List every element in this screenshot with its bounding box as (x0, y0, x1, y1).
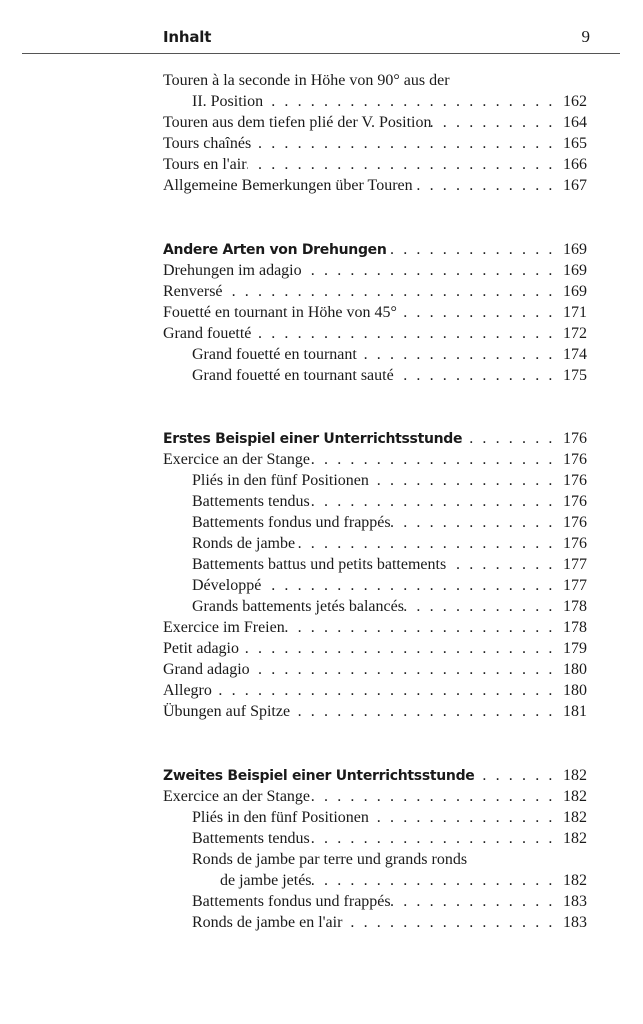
dot-leader (391, 891, 559, 912)
dot-leader (290, 701, 559, 722)
toc-entry-page: 167 (563, 177, 587, 194)
toc-entry (163, 175, 587, 196)
dot-leader (263, 91, 559, 112)
toc-entry (163, 154, 587, 175)
toc-entry (163, 659, 587, 680)
toc-entry-page: 178 (563, 598, 587, 615)
dot-leader (302, 260, 559, 281)
toc-entry-page: 182 (563, 767, 587, 784)
toc-entry-title: Petit adagio (163, 640, 239, 657)
toc-entry-title: Battements battus und petits battements (192, 556, 447, 573)
toc-entry-title: Pliés in den fünf Positionen (192, 809, 369, 826)
toc-entry (220, 870, 587, 891)
dot-leader (413, 175, 559, 196)
toc-entry-title: Ronds de jambe en l'air (192, 914, 343, 931)
toc-entry-title: Grands battements jetés balancés (192, 598, 404, 615)
toc-entry-page: 162 (563, 93, 587, 110)
toc-entry (192, 470, 587, 491)
toc-entry-title: Renversé (163, 283, 223, 300)
toc-entry-title: Exercice im Freien (163, 619, 285, 636)
toc-entry (192, 596, 587, 617)
dot-leader (250, 659, 559, 680)
toc-entry (192, 912, 587, 933)
toc-entry-title: Touren à la seconde in Höhe von 90° aus der (163, 72, 450, 89)
toc-entry (163, 449, 587, 470)
toc-entry-title: Ronds de jambe par terre und grands ronds (192, 851, 468, 868)
toc-entry-title: Allegro (163, 682, 212, 699)
toc-entry (192, 891, 587, 912)
toc-entry-title: Grand fouetté en tournant sauté (192, 367, 394, 384)
dot-leader (462, 428, 559, 449)
toc-entry-title: Allgemeine Bemerkungen über Touren (163, 177, 413, 194)
toc-entry (192, 512, 587, 533)
toc-entry-title: Übungen auf Spitze (163, 703, 291, 720)
toc-entry (192, 828, 587, 849)
toc-entry (192, 344, 587, 365)
dot-leader (285, 617, 559, 638)
toc-entry-title: Tours en l'air (163, 156, 247, 173)
toc-entry-page: 180 (563, 682, 587, 699)
toc-entry-page: 182 (563, 788, 587, 805)
toc-entry (163, 133, 587, 154)
toc-section-heading (163, 428, 587, 449)
dot-leader (387, 239, 559, 260)
dot-leader (261, 575, 559, 596)
toc-entry-page: 176 (563, 451, 587, 468)
toc-entry-title: II. Position (192, 93, 264, 110)
dot-leader (357, 344, 559, 365)
dot-leader (394, 365, 559, 386)
toc-entry-title: Zweites Beispiel einer Unterrichtsstunde (163, 768, 475, 784)
toc-entry-page: 179 (563, 640, 587, 657)
toc-entry (163, 112, 587, 133)
toc-entry-title: Grand adagio (163, 661, 250, 678)
toc-entry (163, 638, 587, 659)
page-number: 9 (581, 27, 590, 46)
toc-entry (192, 807, 587, 828)
dot-leader (431, 112, 559, 133)
toc-entry (192, 554, 587, 575)
dot-leader (446, 554, 559, 575)
toc-entry (192, 365, 587, 386)
toc-entry (163, 302, 587, 323)
dot-leader (247, 154, 559, 175)
dot-leader (391, 512, 559, 533)
toc-entry (192, 533, 587, 554)
dot-leader (295, 533, 559, 554)
toc-entry (163, 70, 587, 91)
toc-entry-page: 176 (563, 535, 587, 552)
toc-entry-title: Erstes Beispiel einer Unterrichtsstunde (163, 431, 463, 447)
dot-leader (251, 323, 559, 344)
toc-entry-page: 178 (563, 619, 587, 636)
toc-entry-title: de jambe jetés (220, 872, 312, 889)
dot-leader (310, 828, 559, 849)
toc-entry-title: Battements fondus und frappés (192, 514, 391, 531)
toc-entry-page: 164 (563, 114, 587, 131)
toc-entry (163, 680, 587, 701)
toc-entry-title: Fouetté en tournant in Höhe von 45° (163, 304, 397, 321)
toc-entry (163, 617, 587, 638)
dot-leader (475, 765, 560, 786)
toc-entry (163, 323, 587, 344)
toc-entry-page: 174 (563, 346, 587, 363)
toc-section-heading (163, 239, 587, 260)
dot-leader (404, 596, 559, 617)
toc-entry (192, 849, 587, 870)
dot-leader (310, 491, 559, 512)
toc-entry-title: Drehungen im adagio (163, 262, 302, 279)
toc-entry-page: 181 (563, 703, 587, 720)
toc-entry-page: 172 (563, 325, 587, 342)
toc-entry (192, 491, 587, 512)
dot-leader (251, 133, 559, 154)
toc-entry-page: 169 (563, 241, 587, 258)
toc-entry-page: 182 (563, 872, 587, 889)
toc-entry (163, 786, 587, 807)
dot-leader (310, 786, 559, 807)
toc-entry-title: Andere Arten von Drehungen (163, 242, 387, 258)
toc-entry-title: Battements tendus (192, 493, 310, 510)
toc-entry-page: 176 (563, 472, 587, 489)
dot-leader (239, 638, 559, 659)
toc-entry-title: Grand fouetté (163, 325, 252, 342)
running-head-title: Inhalt (163, 28, 212, 46)
toc-entry-title: Battements tendus (192, 830, 310, 847)
toc-entry-page: 182 (563, 830, 587, 847)
dot-leader (369, 807, 559, 828)
toc-section-heading (163, 765, 587, 786)
dot-leader (223, 281, 559, 302)
toc-entry-page: 169 (563, 283, 587, 300)
toc-entry-page: 176 (563, 430, 587, 447)
toc-entry (192, 575, 587, 596)
toc-entry-page: 180 (563, 661, 587, 678)
dot-leader (312, 870, 559, 891)
toc-entry-page: 177 (563, 556, 587, 573)
dot-leader (212, 680, 559, 701)
toc-entry-title: Battements fondus und frappés (192, 893, 391, 910)
dot-leader (369, 470, 559, 491)
toc-entry-page: 183 (563, 914, 587, 931)
toc-entry (163, 281, 587, 302)
toc-entry (163, 701, 587, 722)
toc-entry-title: Grand fouetté en tournant (192, 346, 357, 363)
toc-entry-title: Ronds de jambe (192, 535, 296, 552)
dot-leader (342, 912, 559, 933)
toc-entry (192, 91, 587, 112)
dot-leader (397, 302, 559, 323)
toc-entry-title: Exercice an der Stange (163, 451, 311, 468)
toc-entry-page: 175 (563, 367, 587, 384)
toc-entry-page: 176 (563, 514, 587, 531)
toc-entry-page: 169 (563, 262, 587, 279)
toc-entry-page: 171 (563, 304, 587, 321)
toc-entry-page: 182 (563, 809, 587, 826)
toc-entry-page: 176 (563, 493, 587, 510)
toc-entry-title: Touren aus dem tiefen plié der V. Position (163, 114, 432, 131)
toc-entry-title: Tours chaînés (163, 135, 252, 152)
toc-entry-title: Exercice an der Stange (163, 788, 311, 805)
toc-entry-page: 166 (563, 156, 587, 173)
toc-entry (163, 260, 587, 281)
toc-entry-page: 177 (563, 577, 587, 594)
toc-entry-title: Pliés in den fünf Positionen (192, 472, 369, 489)
toc-entry-title: Développé (192, 577, 262, 594)
toc-entry-page: 165 (563, 135, 587, 152)
toc-entry-page: 183 (563, 893, 587, 910)
dot-leader (310, 449, 559, 470)
